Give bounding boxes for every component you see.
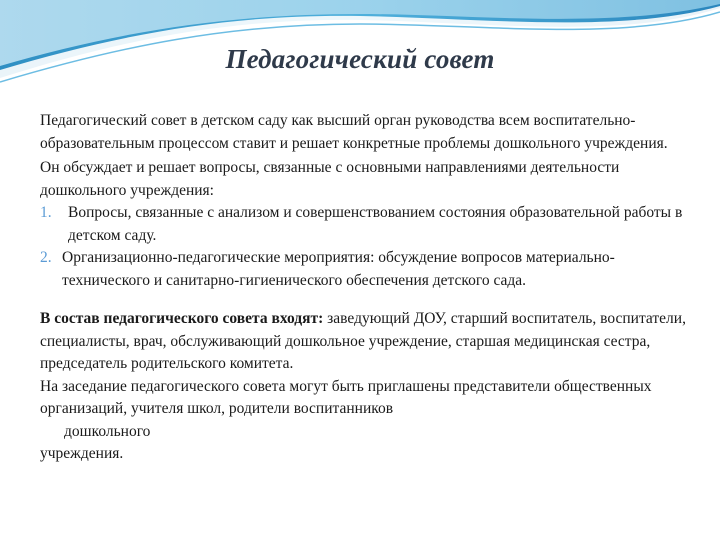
list-item-text: Вопросы, связанные с анализом и совершенствованием состояния образовательной работы в детском саду.	[68, 204, 683, 244]
invite-line-1: На заседание педагогического совета могут быть приглашены представители общественных организаций, учителя школ, родители воспитанников	[40, 377, 652, 417]
paragraph-functions: Он обсуждает и решает вопросы, связанные с основными направлениями деятельности дошкольного учреждения:	[40, 159, 620, 199]
list-item	[40, 247, 700, 292]
numbered-list	[40, 202, 700, 292]
spacer	[40, 292, 700, 308]
composition-label: В состав педагогического совета входят:	[40, 310, 324, 327]
invite-line-3: учреждения.	[40, 445, 124, 462]
list-item	[40, 202, 700, 247]
paragraph-definition: Педагогический совет в детском саду как высший орган руководства всем воспитательно-образовательным процессом ставит и решает конкретные проблемы дошкольного учреждения.	[40, 112, 668, 152]
slide-body	[40, 110, 700, 466]
paragraph-composition	[40, 308, 700, 376]
list-marker: 1.	[40, 204, 52, 221]
invite-line-2: дошкольного	[64, 422, 151, 440]
paragraph-invitations	[40, 376, 700, 466]
list-item-text: Организационно-педагогические мероприятия: обсуждение вопросов материально-технического и санитарно-гигиенического обеспечения детского сада.	[62, 249, 615, 289]
slide-title: Педагогический совет	[225, 44, 495, 74]
list-marker: 2.	[40, 249, 52, 266]
composition-text: заведующий ДОУ, старший воспитатель, воспитатели, специалисты, врач, обслуживающий дошкольное учреждение, старшая медицинская сестра, председатель родительского комитета.	[40, 310, 686, 372]
